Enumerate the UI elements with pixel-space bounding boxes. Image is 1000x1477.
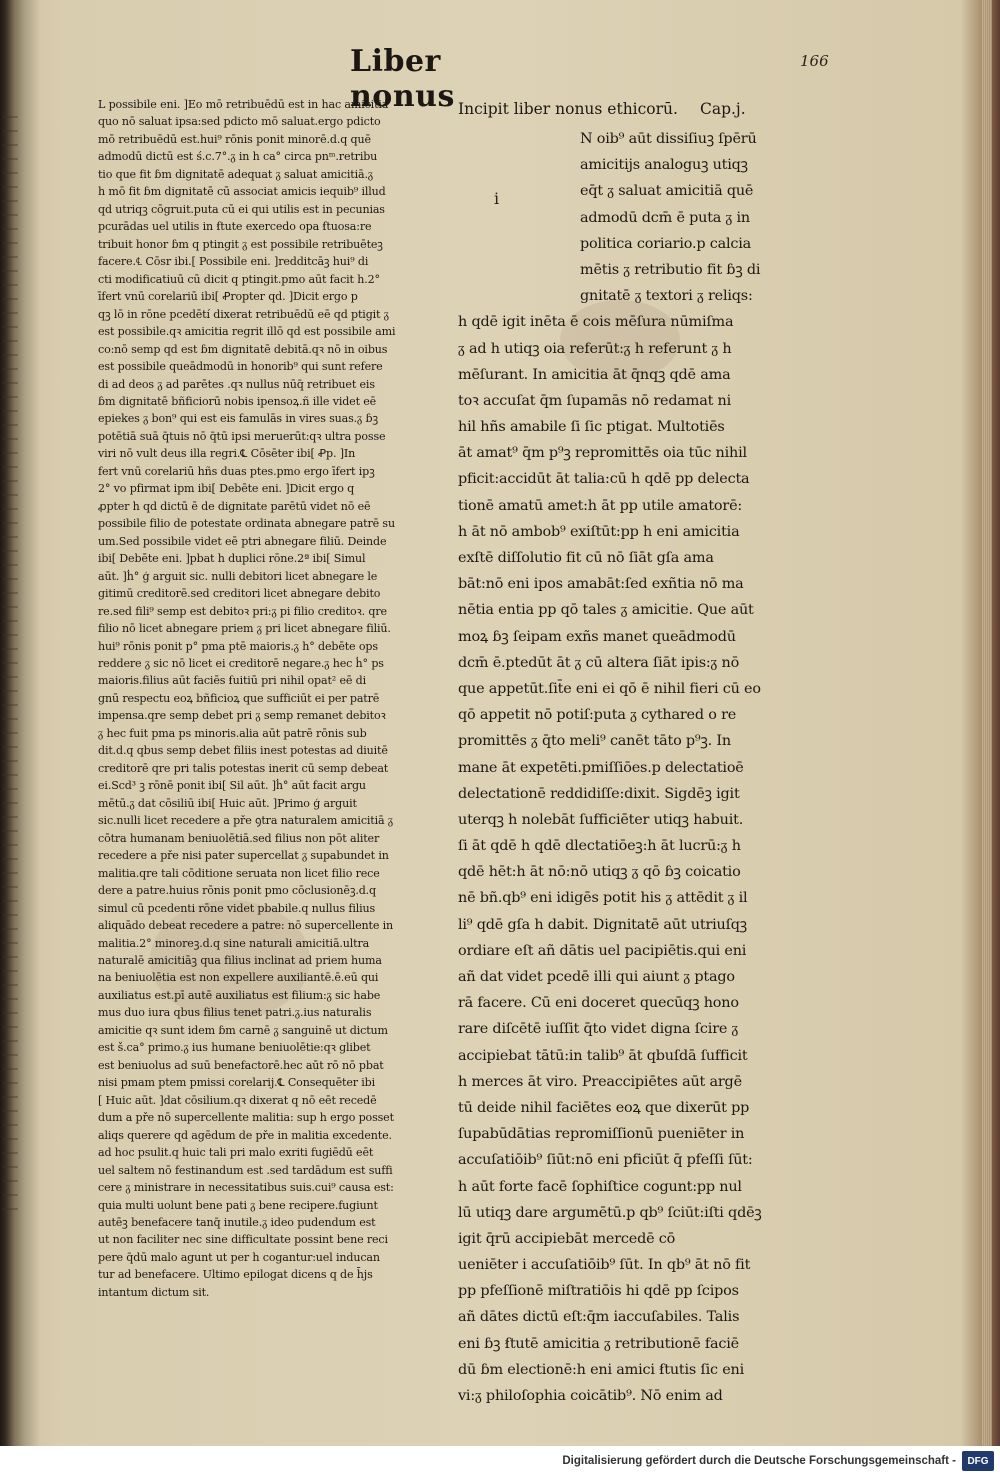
- text-line: politica coriario.p calcia: [580, 235, 752, 252]
- text-line: toꝛ accuſat q̄m ſupamās nō redamat ni: [458, 392, 732, 409]
- initial-indented-block: [458, 126, 792, 309]
- incipit-text: Incipit liber nonus ethicorū.: [458, 100, 678, 118]
- text-line: dum a pře nō supercellente malitia: sup h ergo posset: [98, 1111, 394, 1125]
- text-line: uel saltem nō festinandum est .sed tardādum est suffi: [98, 1163, 393, 1177]
- text-line: epiekes ᵹ bon⁹ qui est eis famulās in vires suas.ᵹ ɓꝫ: [98, 412, 378, 426]
- text-line: h āt nō ambob⁹ exiſtūt:pp h eni amicitia: [458, 523, 740, 540]
- text-line: exſtē diſſolutio fit cū nō ſiāt gſa ama: [458, 550, 714, 566]
- text-line: na beniuolētia est non expellere auxiliantē.ē.eū qui: [98, 971, 379, 985]
- text-line: intantum dictum sit.: [98, 1285, 210, 1299]
- footer-credit: Digitalisierung gefördert durch die Deutsche Forschungsgemeinschaft -: [562, 1455, 956, 1467]
- text-line: cere ᵹ ministrare in necessitatibus suis.cui⁹ causa est:: [98, 1181, 394, 1195]
- text-line: vi:ᵹ philoſophia coicātib⁹. Nō enim ad: [458, 1388, 723, 1404]
- text-line: rare diſcētē iuſſit q̄to videt digna ſcire ᵹ: [458, 1021, 739, 1038]
- text-line: li⁹ qdē gſa h dabit. Dignitatē aūt utriuſqꝫ: [458, 916, 747, 933]
- text-line: ɓm dignitatē bñficiorū nobis ipensoꝝ.ñ ille videt eē: [98, 394, 377, 408]
- text-line: di ad deos ᵹ ad parētes .qꝛ nullus nūq̄ retribuet eis: [98, 377, 375, 391]
- text-line: uterqꝫ h nolebāt ſufficiēter utiqꝫ habuit.: [458, 811, 744, 828]
- text-line: gitimū creditorē.sed creditori licet abnegare debito: [98, 587, 381, 601]
- text-line: h merces āt viro. Preaccipiētes aūt argē: [458, 1073, 742, 1090]
- text-line: potētiā suā q̄tuis nō q̄tū ipsi meruerūt:qꝛ ultra posse: [98, 429, 386, 443]
- text-line: ut non faciliter nec sine difficultate possint bene reci: [98, 1233, 388, 1247]
- text-line: filio nō licet abnegare priem ᵹ pri licet abnegare filiū.: [98, 622, 391, 636]
- text-line: est š.ca° primo.ᵹ ius humane beniuolētie:qꝛ glibet: [98, 1041, 371, 1055]
- text-line: nē bñ.qb⁹ eni idigēs potit his ᵹ attēdit ᵹ il: [458, 890, 748, 907]
- text-line: eni ɓꝫ ẜtutē amicitia ᵹ retributionē faciē: [458, 1335, 739, 1352]
- text-line: añ dātes dictū eſt:q̄m iaccuſabiles. Talis: [458, 1309, 740, 1326]
- text-line: nētia entia pp qō tales ᵹ amicitie. Que aūt: [458, 602, 754, 619]
- text-line: quo nō saluat ipsa:sed pdicto mō saluat.ergo pdicto: [98, 115, 381, 129]
- text-line: [ Huic aūt. ]dat cōsilium.qꝛ dixerat q nō eēt recedē: [98, 1093, 377, 1107]
- text-line: ᵹ hec fuit pma ps minoris.alia aūt patrē rōnis sub: [98, 726, 367, 740]
- text-line: tionē amatū amet:h āt pp utile amatorē:: [458, 497, 743, 514]
- text-column: [458, 96, 792, 1404]
- page-fore-edge: [982, 0, 992, 1446]
- text-line: ᵹ ad h utiqꝫ oia referūt:ᵹ h referunt ᵹ h: [458, 340, 732, 357]
- text-line: tur ad benefacere. Ultimo epilogat dicens q de h̄js: [98, 1268, 373, 1282]
- text-line: ꝓpter h qd dictū ē de dignitate parētū videt nō eē: [98, 499, 371, 513]
- text-line: qdē hēt:h āt nō:nō utiqꝫ ᵹ qō ɓꝫ coicatio: [458, 864, 741, 881]
- running-head: Liber nonus: [350, 44, 455, 114]
- text-line: rā facere. Cū eni doceret quecūqꝫ hono: [458, 995, 739, 1012]
- text-line: viri nō vult deus illa regri.℄ Cōsēter ibi[ Ꝓp. ]In: [98, 447, 356, 461]
- text-line: facere.℄ Cōsr ibi.[ Possibile eni. ]redditcāꝫ hui⁹ di: [98, 255, 369, 269]
- text-line: ad hoc psulit.q huic tali pri malo exriti fugiēdū eēt: [98, 1146, 374, 1160]
- text-line: malitia.qre tali cōditione seruata non licet filio rece: [98, 866, 380, 880]
- text-line: moꝝ ɓꝫ ſeipam exñs manet queādmodū: [458, 628, 736, 645]
- text-line: est possibile queādmodū in honorib⁹ qui sunt refere: [98, 360, 383, 374]
- text-line: N oib⁹ aūt dissiſiuꝫ ſpērū: [580, 131, 757, 147]
- text-line: eq̄t ᵹ saluat amicitiā quē: [580, 183, 754, 200]
- text-line: pcurādas uel utilis in ẜtute exercedo opa ẜtuosa:re: [98, 220, 372, 234]
- text-line: gnū respectu eoꝝ bñficioꝝ que sufficiūt ei per patrē: [98, 691, 380, 705]
- text-line: qꝫ lō in rōne pcedētí dixerat retribuēdū eē qd ptigit ᵹ: [98, 307, 389, 321]
- text-line: mēſurant. In amicitia āt q̄nqꝫ qdē ama: [458, 366, 731, 383]
- text-line: ueniēter i accuſatiōib⁹ ſūt. In qb⁹ āt nō fit: [458, 1257, 751, 1274]
- text-line: dū ɓm electionē:h eni amici ẜtutis ſic eni: [458, 1361, 745, 1378]
- text-line: cti modificatiuū cū dicit q ptingit.pmo aūt facit h.2°: [98, 272, 380, 286]
- guide-letter: i: [494, 189, 500, 208]
- text-line: sic.nulli licet recedere a pře ꝯtra naturalem amicitiā ᵹ: [98, 814, 393, 828]
- text-line: recedere a pře nisi pater supercellat ᵹ supabundet in: [98, 849, 389, 863]
- text-line: accuſatiōib⁹ ſiūt:nō eni pficiūt q̄ pfeſſi ſūt:: [458, 1152, 753, 1169]
- text-line: ordiare eſt añ dātis uel pacipiētis.qui eni: [458, 942, 747, 959]
- text-line: re.sed fili⁹ semp est debitoꝛ pri:ᵹ pi filio creditoꝛ. qre: [98, 604, 387, 618]
- text-line: aliquādo debeat recedere a patre: nō supercellente in: [98, 919, 393, 933]
- commentary-column: [98, 96, 436, 1299]
- text-line: um.Sed possibile videt eē ptri abnegare filiū. Deinde: [98, 534, 387, 548]
- text-line: autēꝫ benefacere tanq̄ inutile.ᵹ ideo pudendum est: [98, 1216, 376, 1229]
- text-line: aliqs querere qd agēdum de pře in malitia excedente.: [98, 1128, 392, 1142]
- text-line: que appetūt.ſit̄e eni ei qō ē nihil fieri cū eo: [458, 680, 761, 697]
- text-line: ei.Scd³ ꝫ rōnē ponit ibi[ Sil aūt. ]ḣ° aūt facit argu: [98, 779, 366, 793]
- text-line: fert vnū corelariū hñs duas ptes.pmo ergo īfert ipꝫ: [98, 464, 375, 478]
- text-line: qd utriqꝫ cōgruit.puta cū ei qui utilis est in pecunias: [98, 202, 385, 216]
- text-line: pp pfeſſionē miſtratiōis hi qdē pp ſcipos: [458, 1283, 739, 1300]
- text-line: malitia.2° minoreꝫ.d.q sine naturali amicitiā.ultra: [98, 936, 370, 950]
- text-line: L possibile eni. ]Eo mō retribuēdū est in hac amicitia: [98, 98, 389, 111]
- text-line: mus duo iura qbus filius tenet patri.ᵹ.ius naturalis: [98, 1006, 372, 1020]
- text-line: h mō fit ɓm dignitatē cū associat amicis iequib⁹ illud: [98, 185, 386, 199]
- text-line: admodū dcm̄ ē puta ᵹ in: [580, 209, 750, 226]
- text-line: naturalē amicitiāꝫ qua filius inclinat ad priem huma: [98, 953, 382, 967]
- text-line: dcm̄ ē.ptedūt āt ᵹ cū altera ſiāt ipis:ᵹ nō: [458, 654, 740, 671]
- main-text-lines: [458, 309, 792, 1409]
- text-line: aūt. ]ḣ° ģ arguit sic. nulli debitori licet abnegare le: [98, 569, 378, 583]
- text-line: admodū dictū est ś.c.7°.ᵹ in h ca° circa pnᵐ.retribu: [98, 150, 378, 164]
- text-line: reddere ᵹ sic nō licet ei creditorē negare.ᵹ hec ḣ° ps: [98, 657, 384, 670]
- text-line: cōtra humanam beniuolētiā.sed filius non pōt aliter: [98, 831, 380, 845]
- dfg-logo: DFG: [962, 1451, 994, 1471]
- text-line: hui⁹ rōnis ponit p° pma ptē maioris.ᵹ h° debēte ops: [98, 639, 378, 653]
- text-line: quia multi uolunt bene pati ᵹ bene recipere.fugiunt: [98, 1198, 378, 1212]
- book-incipit: [458, 96, 792, 126]
- text-line: lū utiqꝫ dare argumētū.p qb⁹ ſciūt:iſti qdēꝫ: [458, 1204, 762, 1221]
- text-line: īfert vnū corelariū ibi[ Ꝓropter qd. ]Dicit ergo p: [98, 290, 358, 304]
- text-line: simul cū pcedenti rōne videt pbabile.q nullus filius: [98, 901, 376, 915]
- text-line: āt amat⁹ q̄m p⁹ꝫ repromittēs oia tūc nihil: [458, 445, 747, 462]
- text-line: nisi pmam ptem pmissi corelarij.℄ Consequēter ibi: [98, 1076, 376, 1090]
- text-line: maioris.filius aūt faciēs ẜuitiū pri nihil opat² eē di: [98, 674, 367, 688]
- text-line: h aūt forte facē ſophiſtice cogunt:pp nul: [458, 1178, 742, 1195]
- text-line: mētis ᵹ retributio fit ɓꝫ di: [580, 261, 761, 278]
- text-line: tū deide nihil faciētes eoꝝ que dixerūt pp: [458, 1099, 750, 1116]
- text-line: igit q̄rū accipiebāt mercedē cō: [458, 1230, 676, 1247]
- text-line: ſupabūdātias repromiſſionū pueniēter in: [458, 1126, 745, 1143]
- text-line: promittēs ᵹ q̄to meli⁹ canēt tāto p⁹ꝫ. In: [458, 733, 731, 750]
- text-line: auxiliatus est.pī autē auxiliatus est filium:ᵹ sic habe: [98, 988, 381, 1002]
- text-line: tio que fit ɓm dignitatē adequat ᵹ saluat amicitiā.ᵹ: [98, 167, 373, 181]
- text-line: dere a patre.huius rōnis ponit pmo cōclusionēꝫ.d.q: [98, 884, 377, 898]
- chapter-label: Cap.j.: [699, 100, 746, 118]
- text-line: h qdē igit inēta ē cois mēſura nūmiſma: [458, 314, 734, 331]
- text-line: añ dat videt pcedē illi qui aiunt ᵹ ptago: [458, 969, 735, 985]
- folio-number: 166: [800, 52, 829, 70]
- text-line: mētū.ᵹ dat cōsiliū ibi[ Huic aūt. ]Primo ģ arguit: [98, 796, 357, 810]
- text-line: co:nō semp qd est ɓm dignitatē debitā.qꝛ nō in oibus: [98, 342, 388, 356]
- text-line: bāt:nō eni ipos amabāt:ſed exñtia nō ma: [458, 576, 744, 593]
- text-line: pficit:accidūt āt talia:cū h qdē pp delecta: [458, 471, 750, 488]
- text-line: ſi āt qdē h qdē dlectatiōeꝫ:h āt lucrū:ᵹ h: [458, 838, 741, 855]
- text-line: qō appetit nō potiſ:puta ᵹ cythared o re: [458, 707, 737, 724]
- text-line: est possibile.qꝛ amicitia regrit illō qd est possibile ami: [98, 325, 396, 339]
- text-line: impensa.qre semp debet pri ᵹ semp remanet debitoꝛ: [98, 709, 386, 723]
- text-line: amicitie qꝛ sunt idem ɓm carnē ᵹ sanguinē ut dictum: [98, 1023, 388, 1037]
- text-line: mane āt expetēti.pmiſſiōes.p delectatioē: [458, 759, 744, 776]
- text-line: hil hñs amabile ſi ſic ptigat. Multotiēs: [458, 419, 725, 436]
- text-line: 2° vo pfirmat ipm ibi[ Debēte eni. ]Dicit ergo q: [98, 482, 355, 496]
- text-line: ibi[ Debēte eni. ]pbat h duplici rōne.2ª ibi[ Simul: [98, 552, 366, 566]
- text-line: amicitijs analoguꝫ utiqꝫ: [580, 157, 748, 174]
- text-line: pere q̄dū malo agunt ut per h cogantur:uel inducan: [98, 1250, 380, 1264]
- text-line: delectationē reddidiſſe:dixit. Sigdēꝫ igit: [458, 785, 740, 802]
- text-line: mō retribuēdū est.hui⁹ rōnis ponit minorē.d.q quē: [98, 132, 371, 146]
- text-line: est beniuolus ad suū benefactorē.hec aūt rō nō pbat: [98, 1058, 384, 1072]
- text-line: creditorē qre pri talis potestas inerit cū semp debeat: [98, 761, 389, 775]
- facing-page-bleed: [2, 110, 18, 1210]
- text-line: possibile filio de potestate ordinata abnegare patrē su: [98, 517, 395, 531]
- text-line: dit.d.q qbus semp debet filiis inest potestas ad diuitē: [98, 744, 388, 758]
- text-line: gnitatē ᵹ textori ᵹ reliqs:: [580, 288, 753, 305]
- text-line: accipiebat tātū:in talib⁹ āt qbuſdā ſufficit: [458, 1047, 748, 1064]
- text-line: tribuit honor ɓm q ptingit ᵹ est possibile retribuēteꝫ: [98, 237, 383, 251]
